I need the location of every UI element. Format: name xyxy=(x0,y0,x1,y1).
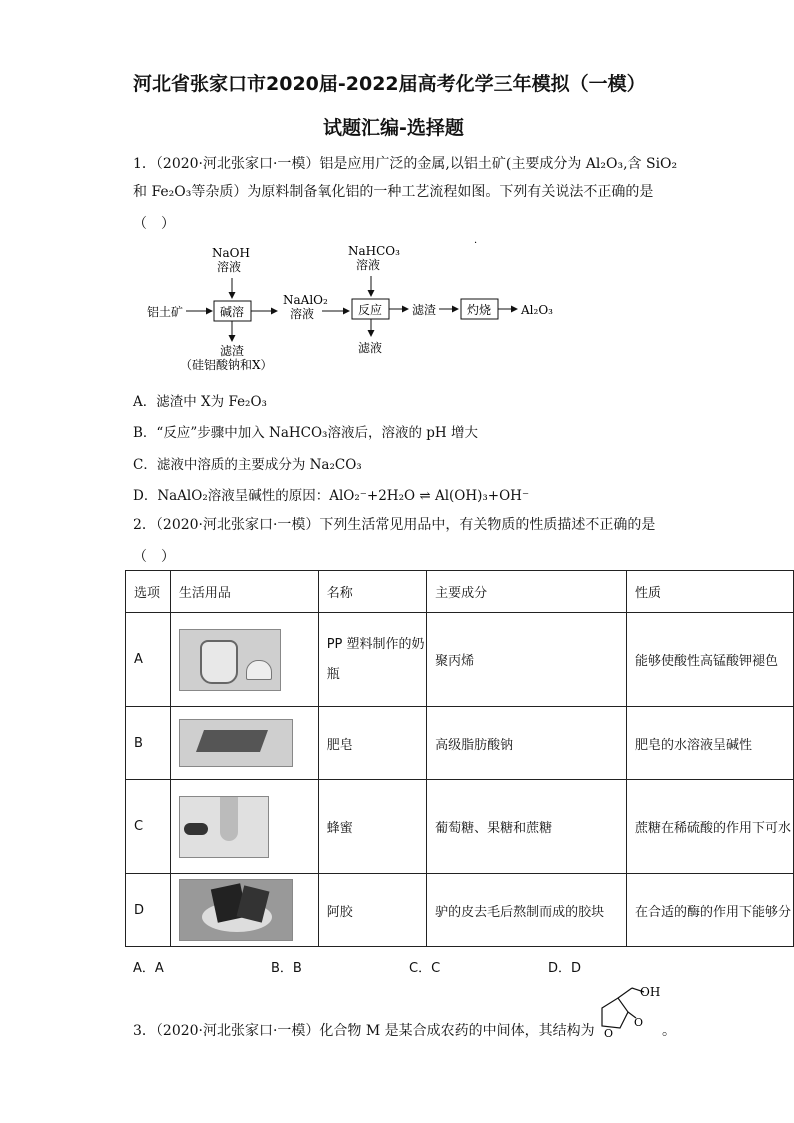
table-cell-option: D xyxy=(126,874,171,947)
flow-nahco3-solution: 溶液 xyxy=(356,258,381,272)
table-header-row xyxy=(126,571,794,613)
q2-answer-c: C．C xyxy=(409,961,441,976)
table-cell-property: 肥皂的水溶液呈碱性 xyxy=(626,707,793,780)
q3-carbonyl-o: O xyxy=(634,1016,644,1029)
flow-dot-mark: · xyxy=(474,238,478,249)
table-cell-name: 阿胶 xyxy=(318,874,426,947)
table-cell-name: 蜂蜜 xyxy=(318,780,426,874)
table-cell-component: 高级脂肪酸钠 xyxy=(427,707,627,780)
q2-text: 2．（2020·河北张家口·一模）下列生活常见用品中，有关物质的性质描述不正确的是 xyxy=(133,517,656,533)
table-cell-image xyxy=(170,707,318,780)
table-cell-option: C xyxy=(126,780,171,874)
flow-react: 反应 xyxy=(358,303,383,317)
document-title: 河北省张家口市2020届-2022届高考化学三年模拟（一模） xyxy=(133,73,646,95)
table-cell-property: 能够使酸性高锰酸钾褪色 xyxy=(626,613,793,707)
table-cell-image xyxy=(170,874,318,947)
table-cell-property: 在合适的酶的作用下能够分 xyxy=(626,874,793,947)
q1-answer-paren: （ ） xyxy=(133,216,175,232)
soap-image xyxy=(179,719,293,767)
q2-answer-b: B．B xyxy=(271,961,302,976)
flow-residue2-note: （硅铝酸钠和X） xyxy=(180,358,273,372)
table-cell-name: PP 塑料制作的奶瓶 xyxy=(318,613,426,707)
q1-option-b: B．“反应”步骤中加入 NaHCO₃溶液后，溶液的 pH 增大 xyxy=(133,425,478,441)
flow-naoh-solution: 溶液 xyxy=(217,260,242,274)
table-cell-image xyxy=(170,780,318,874)
q1-flow-diagram xyxy=(140,238,570,374)
flow-ore: 铝土矿 xyxy=(147,305,184,319)
table-cell-name: 肥皂 xyxy=(318,707,426,780)
q2-table xyxy=(125,570,794,947)
honey-bee-image xyxy=(179,796,269,858)
table-header: 性质 xyxy=(626,571,793,613)
q1-option-d: D．NaAlO₂溶液呈碱性的原因：AlO₂⁻+2H₂O ⇌ Al(OH)₃+OH⁻ xyxy=(133,488,530,504)
document-subtitle: 试题汇编-选择题 xyxy=(323,117,464,139)
q2-answer-a: A．A xyxy=(133,961,164,976)
table-row xyxy=(126,874,794,947)
q3-ring-o: O xyxy=(604,1027,614,1038)
flow-naalo2-solution: 溶液 xyxy=(290,307,315,321)
table-cell-image xyxy=(170,613,318,707)
q3-oh-label: OH xyxy=(640,985,661,999)
donkey-gelatin-image xyxy=(179,879,293,941)
q1-option-a: A．滤渣中 X为 Fe₂O₃ xyxy=(133,394,267,410)
table-header: 生活用品 xyxy=(170,571,318,613)
flow-naoh: NaOH xyxy=(212,246,250,260)
q3-structure-formula xyxy=(588,982,666,1038)
table-cell-property: 蔗糖在稀硫酸的作用下可水 xyxy=(626,780,793,874)
table-header: 名称 xyxy=(318,571,426,613)
table-row xyxy=(126,613,794,707)
flow-filtrate: 滤液 xyxy=(358,341,383,355)
flow-alkali-dissolve: 碱溶 xyxy=(220,305,245,319)
q3-text: 3．（2020·河北张家口·一模）化合物 M 是某合成农药的中间体，其结构为 xyxy=(133,1023,595,1039)
q2-answer-paren: （ ） xyxy=(133,549,175,565)
q3-end-mark: 。 xyxy=(662,1023,676,1039)
table-row xyxy=(126,707,794,780)
flow-residue: 滤渣 xyxy=(412,303,437,317)
flow-product: Al₂O₃ xyxy=(521,303,553,317)
table-cell-option: B xyxy=(126,707,171,780)
q1-text-line2: 和 Fe₂O₃等杂质）为原料制备氧化铝的一种工艺流程如图。下列有关说法不正确的是 xyxy=(133,184,654,200)
table-cell-option: A xyxy=(126,613,171,707)
q1-option-c: C．滤液中溶质的主要成分为 Na₂CO₃ xyxy=(133,457,362,473)
baby-bottle-image xyxy=(179,629,281,691)
q2-answer-d: D．D xyxy=(548,961,582,976)
table-cell-component: 葡萄糖、果糖和蔗糖 xyxy=(427,780,627,874)
flow-calcine: 灼烧 xyxy=(467,303,492,317)
flow-naalo2: NaAlO₂ xyxy=(283,293,328,307)
flow-residue2: 滤渣 xyxy=(220,344,245,358)
table-cell-component: 驴的皮去毛后熬制而成的胶块 xyxy=(427,874,627,947)
table-row xyxy=(126,780,794,874)
flow-nahco3: NaHCO₃ xyxy=(348,244,400,258)
table-header: 主要成分 xyxy=(427,571,627,613)
table-header: 选项 xyxy=(126,571,171,613)
q1-text-line1: 1．（2020·河北张家口·一模）铝是应用广泛的金属,以铝土矿(主要成分为 Al₂O₃,含 SiO₂ xyxy=(133,156,678,172)
table-cell-component: 聚丙烯 xyxy=(427,613,627,707)
